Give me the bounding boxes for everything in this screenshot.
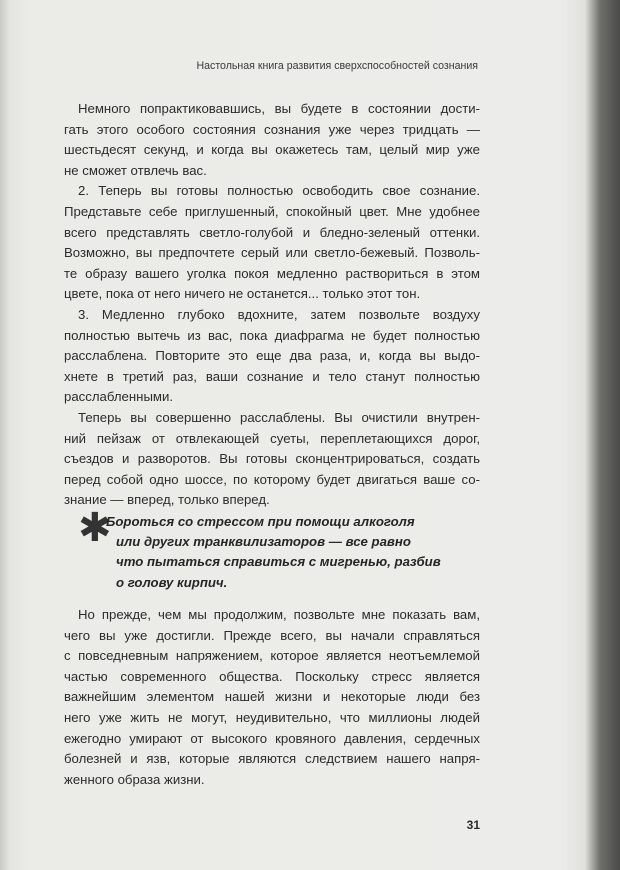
text-line: женного образа жизни.: [64, 771, 205, 787]
text-line: чего вы уже достигли. Прежде всего, вы начали справляться: [64, 627, 480, 643]
text-line: расслабленными.: [64, 389, 174, 405]
asterisk-icon: ✱: [78, 505, 112, 551]
text-line: всего представлять светло-голубой и бледно-зеленый оттенки.: [64, 224, 480, 240]
text-line: расслаблена. Повторите это еще два раза, и, когда вы выдо-: [64, 348, 480, 364]
text-line: перед собой одно шоссе, по которому будет двигаться ваше со-: [64, 471, 480, 487]
text-line: ежегодно умирают от высокого кровяного давления, сердечных: [64, 730, 480, 746]
text-line: знание — вперед, только вперед.: [64, 492, 270, 508]
text-line: важнейшим элементом нашей жизни и некоторые люди без: [64, 689, 480, 705]
text-line: Но прежде, чем мы продолжим, позвольте мне показать вам,: [78, 607, 480, 622]
text-line: полностью вытечь из вас, пока диафрагма не будет полностью: [64, 327, 480, 343]
text-line: Возможно, вы предпочтете серый или светло-бежевый. Позволь-: [64, 245, 480, 261]
page-number: 31: [466, 818, 480, 832]
pull-quote-text: [106, 512, 476, 593]
text-line: 3. Медленно глубоко вдохните, затем позвольте воздуху: [78, 306, 480, 322]
text-line: гать этого особого состояния сознания уже через тридцать —: [64, 121, 480, 137]
text-line: не сможет отвлечь вас.: [64, 162, 207, 178]
text-line: шестьдесят секунд, и когда вы окажетесь там, целый мир уже: [64, 142, 480, 158]
text-line: ний пейзаж от отвлекающей суеты, переплетающихся дорог,: [64, 430, 480, 446]
text-line: Немного попрактиковавшись, вы будете в состоянии дости-: [78, 101, 480, 116]
text-line: хнете в третий раз, ваши сознание и тело станут полностью: [64, 368, 480, 384]
text-line: цвете, пока от него ничего не останется... только этот тон.: [64, 286, 421, 302]
text-line: болезней и язв, которые являются следствием нашего напря-: [64, 751, 480, 767]
text-line: съездов и разворотов. Вы готовы сконцентрироваться, создать: [64, 451, 480, 467]
quote-line: что пытаться справиться с мигренью, разбив: [116, 554, 441, 570]
text-line: те образу вашего уголка покоя медленно раствориться в этом: [64, 265, 480, 281]
quote-line: Бороться со стрессом при помощи алкоголя: [106, 514, 415, 529]
text-line: с повседневным напряжением, которое является неотъемлемой: [64, 648, 480, 664]
text-line: 2. Теперь вы готовы полностью освободить свое сознание.: [78, 183, 480, 199]
quote-line: о голову кирпич.: [116, 574, 228, 590]
text-line: Теперь вы совершенно расслаблены. Вы очистили внутрен-: [78, 409, 480, 425]
quote-line: или других транквилизаторов — все равно: [116, 534, 411, 550]
running-header: Настольная книга развития сверхспособностей сознания: [196, 60, 478, 72]
text-line: него уже жить не могут, неудивительно, что миллионы людей: [64, 709, 480, 725]
body-text-top: [64, 99, 480, 511]
body-text-bottom: [64, 605, 480, 790]
text-line: частью современного общества. Поскольку стресс является: [64, 668, 480, 684]
text-line: Представьте себе приглушенный, спокойный цвет. Мне удобнее: [64, 203, 480, 219]
